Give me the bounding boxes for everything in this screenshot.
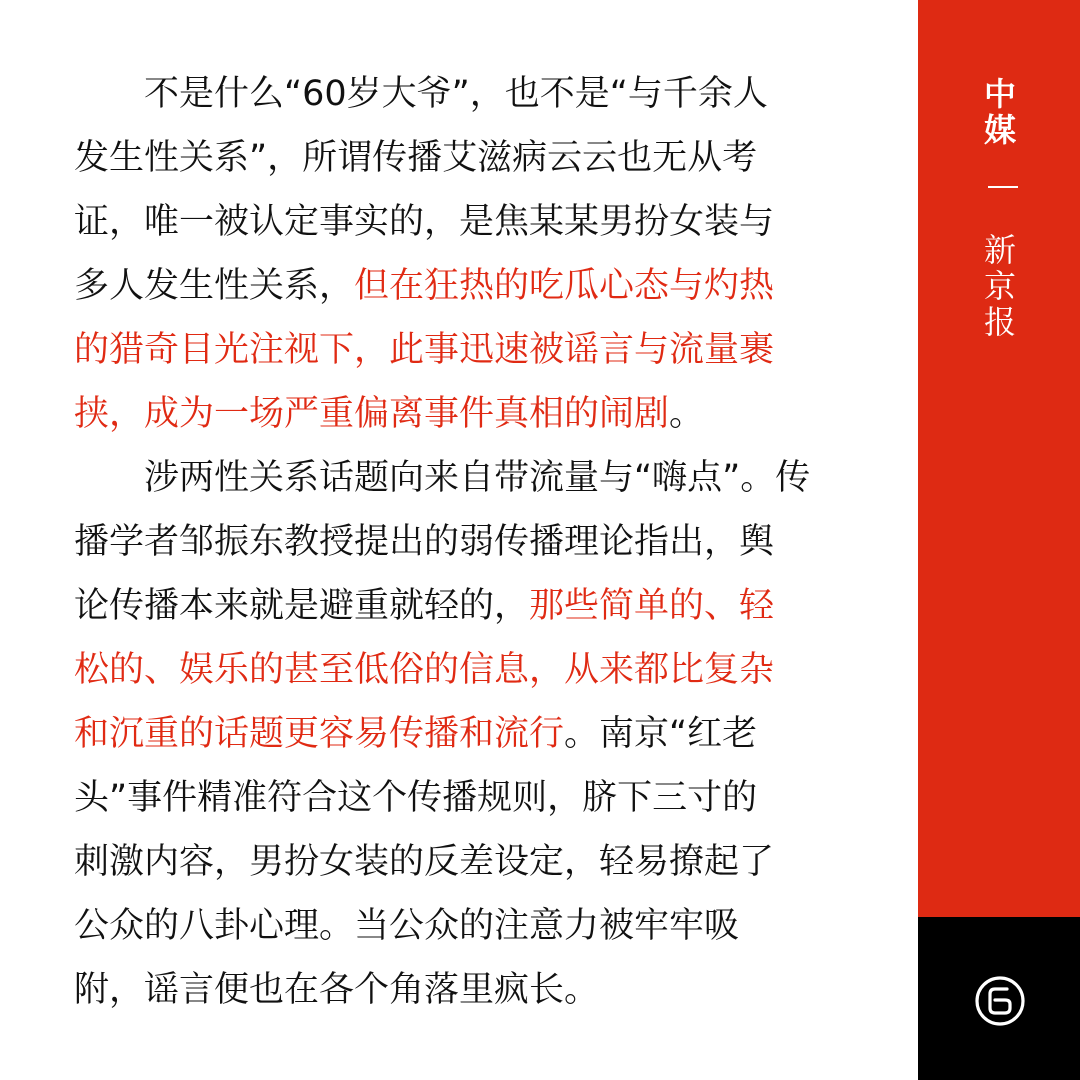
highlighted-text: 那些简单的、轻 [529, 586, 775, 626]
body-text: 发生性关系”，所谓传播艾滋病云云也无从考 [74, 138, 758, 178]
body-text: 涉两性关系话题向来自带流量与“嗨点”。传 [74, 458, 811, 498]
article-line [74, 62, 854, 126]
body-text: 。 [669, 394, 705, 434]
body-text: 附，谣言便也在各个角落里疯长。 [74, 970, 600, 1010]
body-text: 播学者邹振东教授提出的弱传播理论指出，舆 [74, 522, 775, 562]
article-line [74, 510, 854, 574]
article-line [74, 446, 854, 510]
body-text: 公众的八卦心理。当公众的注意力被牢牢吸 [74, 906, 740, 946]
article-line [74, 318, 854, 382]
article-line [74, 190, 854, 254]
highlighted-text: 松的、娱乐的甚至低俗的信息，从来都比复杂 [74, 650, 775, 690]
highlighted-text: 但在狂热的吃瓜心态与灼热 [354, 266, 775, 306]
article-line [74, 830, 854, 894]
separator-dash [988, 186, 1018, 188]
article-line [74, 894, 854, 958]
article-line [74, 574, 854, 638]
body-text: 多人发生性关系， [74, 266, 355, 306]
highlighted-text: 和沉重的话题更容易传播和流行 [74, 714, 565, 754]
article-line [74, 766, 854, 830]
article-line [74, 958, 854, 1022]
body-text: 论传播本来就是避重就轻的， [74, 586, 530, 626]
sidebar-black-panel [918, 917, 1080, 1080]
article-line [74, 702, 854, 766]
body-text: 证，唯一被认定事实的，是焦某某男扮女装与 [74, 202, 775, 242]
body-text: 头”事件精准符合这个传播规则，脐下三寸的 [74, 778, 758, 818]
column-label: 中媒 [983, 75, 1016, 149]
highlighted-text: 挟，成为一场严重偏离事件真相的闹剧 [74, 394, 670, 434]
sidebar-red-panel [918, 0, 1080, 917]
publisher-name: 新京报 [983, 231, 1016, 341]
article-line [74, 638, 854, 702]
brand-sidebar [918, 0, 1080, 1080]
article-line [74, 254, 854, 318]
xinjingbao-logo-icon [974, 975, 1026, 1027]
highlighted-text: 的猎奇目光注视下，此事迅速被谣言与流量裹 [74, 330, 775, 370]
article-body [74, 62, 854, 1022]
article-line [74, 126, 854, 190]
body-text: 刺激内容，男扮女装的反差设定，轻易撩起了 [74, 842, 775, 882]
article-line [74, 382, 854, 446]
body-text: 。南京“红老 [564, 714, 758, 754]
body-text: 不是什么“60岁大爷”，也不是“与千余人 [74, 74, 768, 114]
